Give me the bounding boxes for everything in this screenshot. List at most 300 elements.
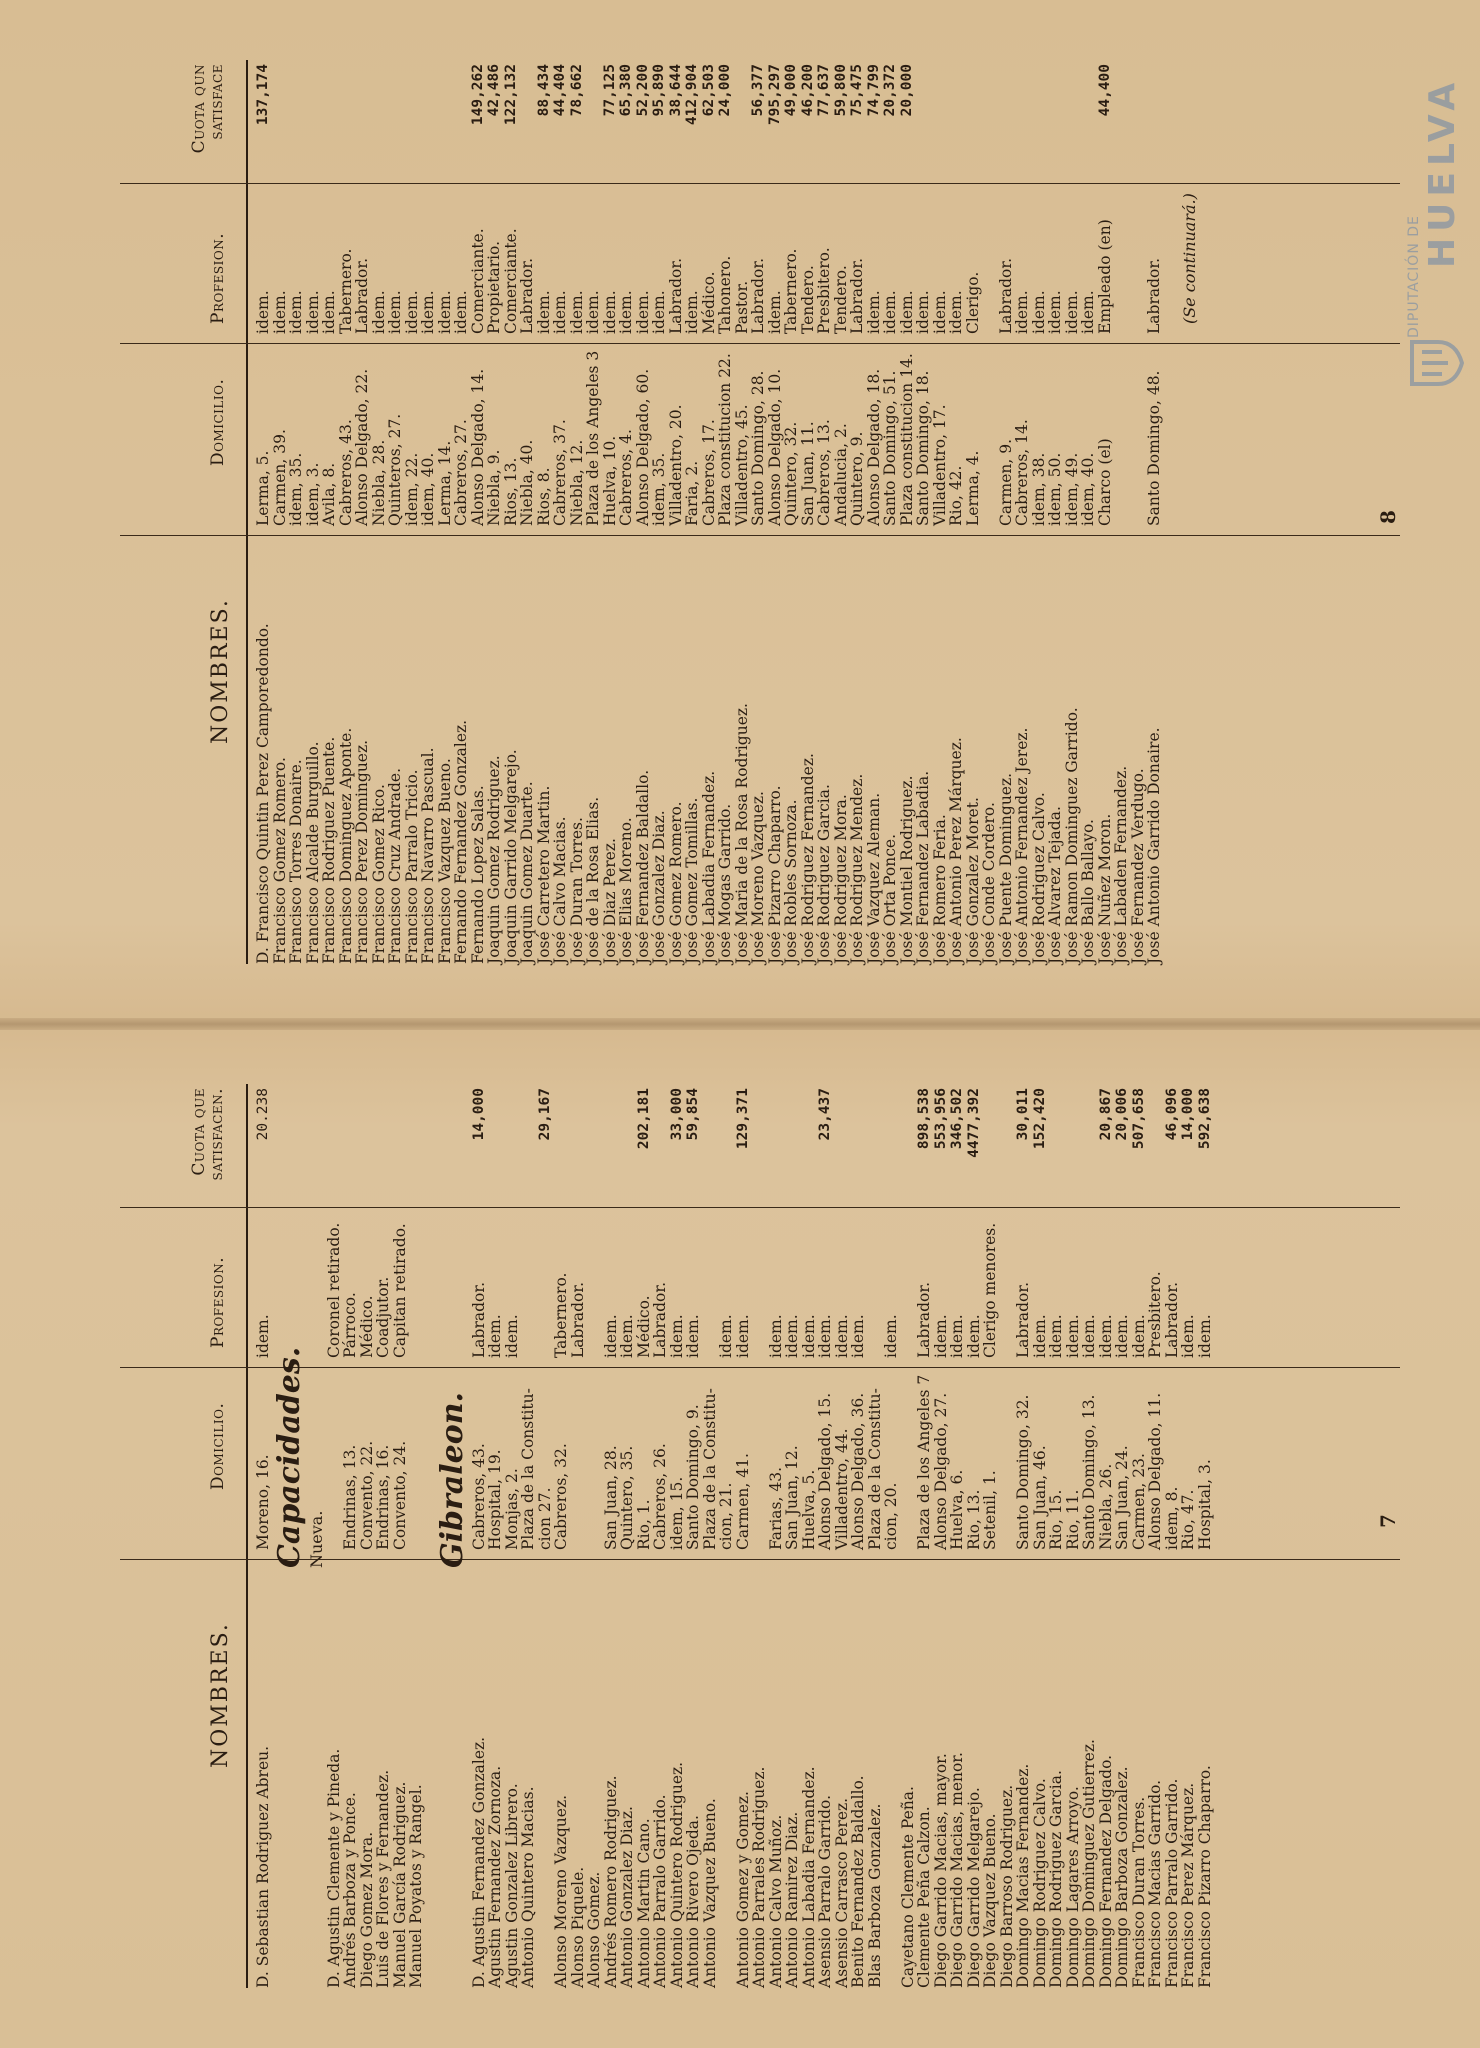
table-row <box>354 60 371 964</box>
table-row <box>668 60 685 964</box>
entry-cuota: 74,799 <box>865 64 882 117</box>
table-row <box>437 60 454 964</box>
entry-name: José Fernandez Baldallo. <box>633 769 652 964</box>
entry-cuota: 553,956 <box>932 1088 949 1150</box>
entry-cuota: 20,000 <box>898 64 915 117</box>
entry-name: Alonso Gomez. <box>585 1871 603 1988</box>
entry-domicilio: idem, 38. <box>1029 452 1048 526</box>
table-row <box>486 60 503 964</box>
entry-profesion: Tabernero. <box>552 1272 570 1358</box>
entry-domicilio: Cabreros, 27. <box>452 419 470 526</box>
entry-domicilio: Plaza de la Constitu- <box>865 1388 884 1550</box>
table-row <box>1014 60 1031 964</box>
entry-profesion: idem. <box>1046 290 1064 334</box>
table-row <box>685 1084 702 1988</box>
entry-domicilio: San Juan, 28. <box>601 1445 620 1550</box>
entry-domicilio: Lerma, 14. <box>435 440 454 526</box>
table-row <box>1097 60 1114 964</box>
entry-domicilio: cion, 21. <box>717 1482 735 1550</box>
entry-domicilio: Huelva, 5. <box>799 1469 818 1550</box>
entry-profesion: Clerigo menores. <box>981 1222 999 1358</box>
table-row <box>900 1084 917 1988</box>
entry-cuota: 46,096 <box>1163 1088 1180 1141</box>
entry-profesion: idem. <box>1129 1314 1148 1358</box>
entry-domicilio: Santo Domingo, 32. <box>1014 1394 1032 1550</box>
table-row <box>503 60 520 964</box>
entry-domicilio: Alonso Delgado, 27. <box>931 1392 950 1550</box>
entry-name: Domingo Macias Fernandez. <box>1014 1763 1032 1988</box>
entry-domicilio: idem, 40. <box>419 452 437 526</box>
entry-cuota: 24,000 <box>717 64 733 117</box>
entry-name: José Nuñez Moron. <box>1095 813 1114 964</box>
entry-name: Francisco Vazquez Bueno. <box>435 758 454 964</box>
entry-domicilio: Alonso Delgado, 60. <box>633 368 652 526</box>
table-row <box>669 1084 686 1988</box>
entry-domicilio: Alonso Delgado, 11. <box>1146 1392 1164 1550</box>
entry-profesion: idem. <box>486 1314 504 1358</box>
entry-domicilio: Lerma, 4. <box>963 450 982 526</box>
table-row <box>966 1084 983 1988</box>
table-row <box>305 60 322 964</box>
entry-domicilio: Rio, 1. <box>634 1499 653 1550</box>
right-rows <box>255 60 1163 964</box>
entry-name: D. Agustin Clemente y Pineda. <box>324 1748 343 1988</box>
entry-name: Alonso Moreno Vazquez. <box>552 1794 570 1988</box>
table-row <box>359 1084 376 1988</box>
entry-name: Joaquin Gomez Duarte. <box>518 781 536 964</box>
entry-domicilio: Plaza de la Constitu- <box>700 1388 719 1550</box>
entry-domicilio: Villadentro, 20. <box>666 404 685 526</box>
table-row <box>537 1084 554 1988</box>
entry-cuota: 898,538 <box>916 1088 932 1150</box>
table-row <box>1032 1084 1049 1988</box>
entry-domicilio: Plaza de los Angeles 3 <box>584 350 602 526</box>
entry-profesion: Tabernero. <box>336 248 355 334</box>
table-row <box>602 60 619 964</box>
entry-name: Antonio Ramirez Diaz. <box>783 1811 801 1988</box>
entry-profesion: idem. <box>914 290 932 334</box>
entry-domicilio: Hospital, 19. <box>486 1449 504 1550</box>
table-row <box>933 1084 950 1988</box>
entry-domicilio: Hospital, 3. <box>1195 1459 1214 1550</box>
entry-profesion: idem. <box>1096 1314 1115 1358</box>
entry-name: José Elias Moreno. <box>617 817 635 964</box>
entry-profesion: idem. <box>1062 290 1081 334</box>
table-row <box>420 60 437 964</box>
entry-domicilio: Huelva, 10. <box>600 435 619 526</box>
entry-name: Francisco Parralo Tricio. <box>402 769 421 964</box>
entry-domicilio: Endrinas, 16. <box>374 1444 392 1550</box>
entry-profesion: Médico. <box>634 1295 653 1358</box>
entry-name: José Montiel Rodriguez. <box>897 775 916 964</box>
entry-domicilio: idem, 22. <box>402 452 421 526</box>
table-row <box>321 60 338 964</box>
table-row <box>1064 60 1081 964</box>
entry-profesion: Presbitero. <box>815 247 833 334</box>
entry-profesion: idem. <box>816 1314 834 1358</box>
entry-name: José Moreno Vazquez. <box>749 791 767 964</box>
table-row <box>552 60 569 964</box>
entry-domicilio: Farias, 43. <box>766 1466 785 1550</box>
entry-profesion: idem. <box>254 290 272 334</box>
entry-name: Antonio Quintero Macias. <box>519 1786 537 1988</box>
entry-domicilio: Niebla, 28. <box>369 439 388 526</box>
entry-name: Joaquin Garrido Melgarejo. <box>501 749 520 964</box>
entry-domicilio: Rio, 13. <box>964 1489 983 1550</box>
entry-profesion: Tendero. <box>798 265 817 334</box>
table-row <box>783 60 800 964</box>
entry-name: D. Francisco Quintin Perez Camporedondo. <box>254 623 272 964</box>
entry-domicilio: Convento, 22. <box>357 1440 376 1550</box>
entry-profesion: idem. <box>832 1314 851 1358</box>
entry-name: Asensio Parralo Garrido. <box>816 1794 834 1988</box>
entry-domicilio: Rio, 15. <box>1047 1489 1065 1550</box>
table-row <box>371 60 388 964</box>
section-title: Capacidades. <box>271 1346 307 1568</box>
entry-profesion: idem. <box>864 290 883 334</box>
entry-name: Francisco Pizarro Chaparro. <box>1195 1765 1214 1988</box>
table-row <box>1131 1084 1148 1988</box>
table-row <box>570 1084 587 1988</box>
entry-domicilio: Alonso Delgado, 10. <box>765 368 784 526</box>
entry-name: José Rodriguez Mendez. <box>848 773 866 964</box>
entry-domicilio: Avila, 8. <box>320 462 338 526</box>
entry-name: Joaquin Gomez Rodriguez. <box>485 755 503 964</box>
entry-name: José Labadia Fernandez. <box>699 770 718 964</box>
table-row <box>1065 1084 1082 1988</box>
entry-profesion: idem. <box>287 290 305 334</box>
entry-domicilio: Faria, 2. <box>683 460 701 526</box>
table-row <box>603 1084 620 1988</box>
table-row <box>288 60 305 964</box>
table-row <box>1015 1084 1032 1988</box>
entry-profesion: idem. <box>254 1314 272 1358</box>
entry-name: Antonio Parrales Rodriguez. <box>750 1766 768 1988</box>
entry-name: Antonio Gomez y Gomez. <box>733 1791 752 1988</box>
entry-domicilio: Rios, 8. <box>534 467 553 526</box>
table-row <box>636 1084 653 1988</box>
entry-profesion: idem. <box>930 290 949 334</box>
entry-profesion: Propietario. <box>485 240 503 334</box>
table-row <box>767 60 784 964</box>
entry-profesion: Párroco. <box>341 1292 359 1358</box>
entry-profesion: Labrador. <box>749 258 767 334</box>
table-row <box>916 1084 933 1988</box>
entry-cuota: 56,377 <box>750 64 766 117</box>
entry-profesion: Capitan retirado. <box>390 1223 409 1358</box>
entry-domicilio: Cabreros, 43. <box>469 1443 488 1550</box>
entry-domicilio: Plaza constitucion 22. <box>716 353 734 526</box>
table-row <box>1114 1084 1131 1988</box>
entry-name: Antonio Rivero Ojeda. <box>684 1815 702 1988</box>
table-row <box>520 1084 537 1988</box>
entry-profesion: idem. <box>948 1314 966 1358</box>
entry-domicilio: Andalucia, 2. <box>831 423 850 526</box>
entry-domicilio: Santo Domingo, 13. <box>1080 1394 1098 1550</box>
entry-name: José Pizarro Chaparro. <box>765 785 784 964</box>
entry-domicilio: Charco (el) <box>1095 438 1114 526</box>
table-row <box>1164 1084 1181 1988</box>
entry-domicilio: Huelva, 6. <box>948 1469 966 1550</box>
entry-profesion: Labrador. <box>651 1282 669 1358</box>
entry-name: José Alvarez Tejada. <box>1046 806 1064 964</box>
entry-name: José Duran Torres. <box>567 817 586 964</box>
entry-profesion: idem. <box>1063 1314 1082 1358</box>
table-row <box>866 60 883 964</box>
entry-profesion: idem. <box>1030 1314 1049 1358</box>
entry-name: José Rodriguez Calvo. <box>1029 792 1048 964</box>
table-row <box>1081 1084 1098 1988</box>
entry-domicilio: Niebla, 12. <box>567 439 586 526</box>
entry-name: José Antonio Garrido Donaire. <box>1145 727 1163 964</box>
entry-domicilio: Monjas, 2. <box>502 1468 521 1550</box>
entry-domicilio: Cabreros, 43. <box>336 419 355 526</box>
entry-domicilio: idem, 35. <box>650 452 668 526</box>
table-row <box>618 60 635 964</box>
table-row <box>717 60 734 964</box>
entry-name: Diego Garrido Macias, mayor. <box>931 1753 950 1988</box>
entry-domicilio: Alonso Delgado, 18. <box>864 368 883 526</box>
entry-domicilio: Cabreros, 17. <box>699 419 718 526</box>
continuation-note: (Se continuará.) <box>1180 193 1199 324</box>
entry-cuota: 202,181 <box>635 1088 652 1150</box>
entry-profesion: idem. <box>684 1314 702 1358</box>
entry-profesion: Labrador. <box>469 1282 488 1358</box>
entry-cuota: 88,434 <box>535 64 552 117</box>
entry-cuota: 152,420 <box>1031 1088 1048 1150</box>
entry-cuota: 65,380 <box>618 64 634 117</box>
entry-name: José Maria de la Rosa Rodriguez. <box>732 703 751 964</box>
entry-name: Antonio Calvo Muñoz. <box>766 1814 785 1988</box>
table-row <box>1031 60 1048 964</box>
entry-profesion: idem. <box>369 290 388 334</box>
entry-cuota: 412,904 <box>684 64 700 126</box>
entry-domicilio: Rios, 13. <box>501 457 520 526</box>
entry-domicilio: Alonso Delgado, 36. <box>849 1392 867 1550</box>
entry-name: Francisco Dominguez Aponte. <box>336 727 355 964</box>
entry-name: José de la Rosa Elias. <box>584 796 602 964</box>
table-row <box>553 1084 570 1988</box>
entry-profesion: idem. <box>881 290 899 334</box>
entry-profesion: Labrador. <box>568 1282 587 1358</box>
table-row <box>750 60 767 964</box>
entry-profesion: idem. <box>435 290 454 334</box>
table-row <box>999 1084 1016 1988</box>
entry-name: Domingo Lagares Arroyo. <box>1063 1786 1082 1988</box>
entry-name: Diego Garrido Melgarejo. <box>964 1787 983 1988</box>
entry-name: Domingo Rodriguez Garcia. <box>1047 1770 1065 1988</box>
table-row <box>1180 1084 1197 1988</box>
entry-profesion: idem. <box>617 290 635 334</box>
entry-name: José Mogas Garrido. <box>716 803 734 964</box>
entry-profesion: idem. <box>882 1314 900 1358</box>
entry-domicilio: San Juan, 46. <box>1030 1445 1049 1550</box>
entry-profesion: idem. <box>799 1314 818 1358</box>
entry-name: José Gomez Tomillas. <box>683 797 701 964</box>
table-row <box>471 1084 488 1988</box>
table-row <box>1146 60 1163 964</box>
entry-name: Francisco Alcalde Burguillo. <box>303 741 322 964</box>
entry-profesion: idem. <box>765 290 784 334</box>
entry-name: José Rodriguez Garcia. <box>815 784 833 964</box>
entry-domicilio: idem, 35. <box>287 452 305 526</box>
entry-name: Alonso Piquele. <box>568 1866 587 1988</box>
entry-profesion: idem. <box>633 290 652 334</box>
table-row <box>487 1084 504 1988</box>
table-row <box>569 60 586 964</box>
entry-profesion: idem. <box>567 290 586 334</box>
entry-name: Francisco Gomez Rico. <box>369 784 388 964</box>
entry-profesion: Médico. <box>357 1295 376 1358</box>
entry-name: Francisco Torres Donaire. <box>287 759 305 964</box>
entry-cuota: 77,637 <box>816 64 832 117</box>
table-row <box>784 1084 801 1988</box>
entry-profesion: Médico. <box>699 271 718 334</box>
entry-profesion: Labrador. <box>996 258 1015 334</box>
entry-domicilio: Alonso Delgado, 14. <box>468 368 487 526</box>
entry-name: José Carretero Martin. <box>534 785 553 964</box>
table-row <box>684 60 701 964</box>
entry-name: Diego Garrido Macias, menor. <box>948 1752 966 1988</box>
table-row <box>342 1084 359 1988</box>
table-row <box>519 60 536 964</box>
entry-name: Agustin Gonzalez Librero. <box>502 1783 521 1988</box>
entry-cuota: 346,502 <box>949 1088 965 1150</box>
left-table-header <box>160 1084 248 1988</box>
entry-profesion: Comerciante. <box>501 228 520 334</box>
entry-profesion: idem. <box>551 290 569 334</box>
entry-domicilio: Convento, 24. <box>390 1440 409 1550</box>
entry-name: José Conde Cordero. <box>980 802 998 964</box>
entry-name: José Antonio Perez Márquez. <box>947 737 965 964</box>
entry-domicilio: Carmen, 41. <box>733 1453 752 1550</box>
entry-cuota: 46,200 <box>799 64 816 117</box>
entry-name: Francisco Perez Dominguez. <box>353 739 371 964</box>
page-number-right: 8 <box>1376 510 1400 524</box>
entry-cuota: 75,475 <box>849 64 865 117</box>
entry-profesion: Tabernero. <box>782 248 800 334</box>
table-row <box>392 1084 409 1988</box>
table-row <box>619 1084 636 1988</box>
entry-name: Antonio Vazquez Bueno. <box>700 1798 719 1988</box>
entry-name: Cayetano Clemente Peña. <box>898 1786 917 1988</box>
entry-name: Antonio Labadia Fernandez. <box>799 1766 818 1988</box>
entry-domicilio: Santo Domingo, 18. <box>914 370 932 526</box>
entry-profesion: Labrador. <box>353 258 371 334</box>
entry-domicilio: Rio, 11. <box>1063 1489 1082 1550</box>
entry-name: Agustin Fernandez Zornoza. <box>486 1765 504 1988</box>
entry-cuota: 52,200 <box>634 64 651 117</box>
table-row <box>1147 1084 1164 1988</box>
entry-domicilio: idem, 3. <box>303 462 322 526</box>
entry-cuota: 20.238 <box>255 1088 271 1141</box>
entry-name: Domingo Fernandez Delgado. <box>1096 1754 1115 1988</box>
entry-profesion: idem. <box>964 1314 983 1358</box>
entry-domicilio: Alonso Delgado, 22. <box>353 368 371 526</box>
table-row <box>1080 60 1097 964</box>
entry-profesion: idem. <box>897 290 916 334</box>
entry-domicilio: Rio, 42. <box>947 465 965 526</box>
entry-name: Francisco Parralo Garrido. <box>1162 1778 1181 1988</box>
entry-profesion: Comerciante. <box>468 228 487 334</box>
entry-profesion: idem. <box>402 290 421 334</box>
table-row <box>504 1084 521 1988</box>
entry-profesion: Tahonero. <box>716 255 734 334</box>
entry-domicilio: Cabreros, 13. <box>815 419 833 526</box>
table-row <box>652 1084 669 1988</box>
entry-profesion: idem. <box>733 1314 752 1358</box>
entry-name: Asensio Carrasco Perez. <box>832 1797 851 1988</box>
entry-name: Diego Barroso Rodriguez. <box>997 1784 1016 1988</box>
table-row <box>850 1084 867 1988</box>
entry-name: Diego Gomez Mora. <box>357 1831 376 1988</box>
entry-profesion: idem. <box>1029 290 1048 334</box>
entry-domicilio: Santo Domingo, 48. <box>1145 370 1163 526</box>
entry-domicilio: Carmen, 23. <box>1129 1453 1148 1550</box>
table-row <box>702 1084 719 1988</box>
entry-cuota: 137,174 <box>255 64 271 126</box>
entry-profesion: idem. <box>1079 290 1097 334</box>
entry-domicilio: Cabreros, 37. <box>551 419 569 526</box>
table-row <box>932 60 949 964</box>
right-table-header <box>160 60 248 964</box>
table-row <box>768 1084 785 1988</box>
entry-name: Domingo Rodriguez Calvo. <box>1030 1778 1049 1988</box>
entry-cuota: 59,854 <box>685 1088 701 1141</box>
entry-cuota: 49,000 <box>783 64 799 117</box>
table-row <box>981 60 998 964</box>
table-row <box>735 1084 752 1988</box>
entry-profesion: idem. <box>270 290 289 334</box>
entry-name: José Rodriguez Fernandez. <box>798 753 817 964</box>
entry-profesion: idem. <box>618 1314 636 1358</box>
page-number-left: 7 <box>1376 1514 1400 1528</box>
entry-domicilio: San Juan, 11. <box>798 421 817 526</box>
table-row <box>817 1084 834 1988</box>
entry-cuota: 14,000 <box>470 1088 487 1141</box>
entry-cuota: 42,486 <box>486 64 502 117</box>
entry-cuota: 592,638 <box>1196 1088 1213 1150</box>
entry-name: Domingo Dominguez Gutierrez. <box>1080 1739 1098 1988</box>
table-row <box>915 60 932 964</box>
entry-profesion: idem. <box>584 290 602 334</box>
entry-name: José Labaden Fernandez. <box>1112 765 1130 964</box>
watermark-main: HUELVA <box>1422 76 1463 268</box>
entry-profesion: idem. <box>1013 290 1031 334</box>
entry-cuota: 149,262 <box>469 64 486 126</box>
entry-domicilio: Moreno, 16. <box>254 1454 272 1550</box>
header-nombres: NOMBRES. <box>208 598 233 744</box>
entry-cuota: 44,404 <box>552 64 568 117</box>
table-row <box>734 60 751 964</box>
entry-name: Francisco Perez Márquez. <box>1179 1782 1197 1988</box>
entry-domicilio: Niebla, 9. <box>485 449 503 526</box>
entry-profesion: Labrador. <box>1162 1282 1181 1358</box>
entry-name: José Romero Feria. <box>930 814 949 964</box>
entry-name: Francisco Macias Garrido. <box>1146 1779 1164 1988</box>
table-row <box>882 60 899 964</box>
entry-name: Fernando Fernandez Gonzalez. <box>452 719 470 964</box>
entry-cuota: 14,000 <box>1180 1088 1196 1141</box>
entry-domicilio: Quinteros, 27. <box>386 413 404 526</box>
table-row <box>387 60 404 964</box>
table-row <box>1130 60 1147 964</box>
entry-cuota: 62,503 <box>700 64 717 117</box>
entry-cuota: 23,437 <box>817 1088 833 1141</box>
entry-name: Andrés Romero Rodriguez. <box>601 1775 620 1988</box>
table-row <box>1098 1084 1115 1988</box>
entry-domicilio: Villadentro, 44. <box>832 1428 851 1550</box>
